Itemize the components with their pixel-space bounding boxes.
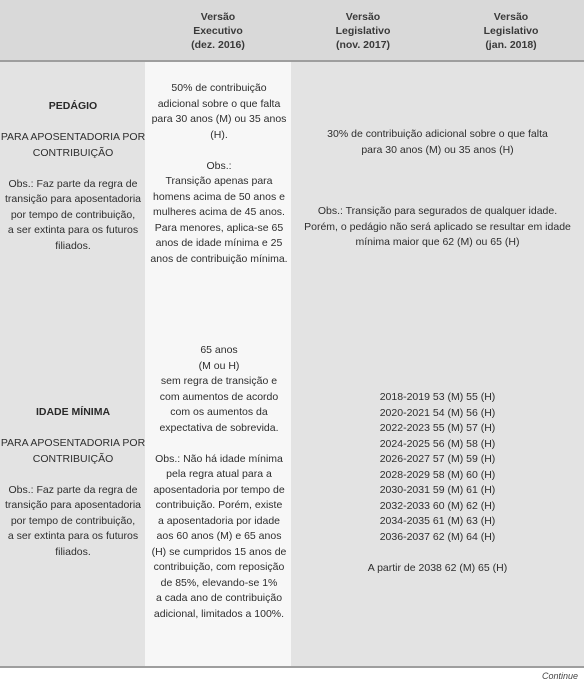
idade-minima-label: IDADE MÍNIMA bbox=[35, 406, 111, 418]
header-legislativo-2017: Versão Legislativo (nov. 2017) bbox=[335, 11, 391, 51]
idade-minima-executivo: 65 anos (M ou H) sem regra de transição e com aumentos de acordo com os aumentos da expectativa de sobrevida. Obs.: Não há idade mínima pela regra atual para a aposentadoria por tempo de contribuição. Porém, existe a aposentadoria por idade aos 60 anos (M) e 65 anos (H) se cumpridos 15 anos de contribuição, com reposição de 85%, elevando-se 1% a cada ano de contribuição adicional, limitados a 100%. bbox=[151, 344, 287, 620]
idade-minima-legislativo: 2018-2019 53 (M) 55 (H) 2020-2021 54 (M) 56 (H) 2022-2023 55 (M) 57 (H) 2024-2025 56 (M) 58 (H) 2026-2027 57 (M) 59 (H) 2028-2029 58 (M) 60 (H) 2030-2031 59 (M) 61 (H) 2032-2033 60 (M) 62 (H) 2034-2035 61 (M) 63 (H) 2036-2037 62 (M) 64 (H) A partir de 2038 62 (M) 65 (H) bbox=[367, 391, 508, 574]
pedagio-legislativo-obs: Obs.: Transição para segurados de qualquer idade. Porém, o pedágio não será aplicado se resultar em idade mínima maior que 62 (M) ou 65 (H) bbox=[304, 205, 571, 248]
idade-minima-description: IDADE MÍNIMA PARA APOSENTADORIA POR CONTRIBUIÇÃO Obs.: Faz parte da regra de transição para aposentadoria por tempo de contribuição, a ser extinta para os futuros filiados. bbox=[0, 406, 146, 558]
header-executivo: Versão Executivo (dez. 2016) bbox=[191, 11, 245, 51]
table-header bbox=[0, 0, 584, 62]
continue-label: Continue bbox=[541, 671, 578, 681]
header-legislativo-2018: Versão Legislativo (jan. 2018) bbox=[483, 11, 539, 51]
pedagio-description: PEDÁGIO PARA APOSENTADORIA POR CONTRIBUIÇÃO Obs.: Faz parte da regra de transição para aposentadoria por tempo de contribuição, a ser extinta para os futuros filiados. bbox=[0, 100, 146, 252]
table-bottom-rule bbox=[0, 666, 584, 668]
pedagio-legislativo: 30% de contribuição adicional sobre o que falta para 30 anos (M) ou 35 anos (H) bbox=[327, 128, 548, 156]
pedagio-executivo: 50% de contribuição adicional sobre o que falta para 30 anos (M) ou 35 anos (H). Obs.: Transição apenas para homens acima de 50 anos e mulheres acima de 45 anos. Para menores, aplica-se 65 anos de idade mínima e 25 anos de contribuição mínima. bbox=[150, 82, 288, 265]
pedagio-label: PEDÁGIO bbox=[48, 100, 98, 112]
